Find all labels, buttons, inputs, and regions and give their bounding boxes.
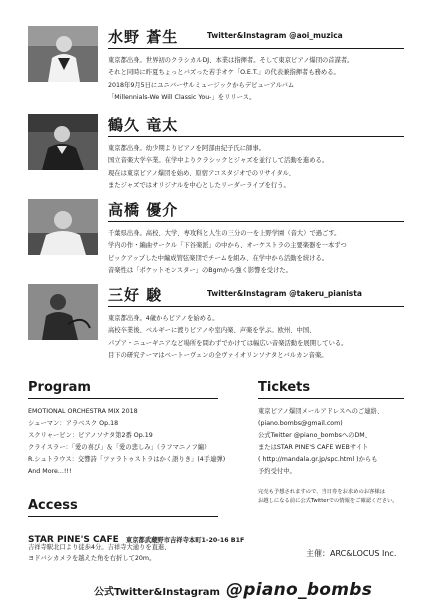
profile-bio [108, 55, 404, 105]
venue-name: STAR PINE'S CAFE [28, 535, 119, 545]
profile-bio [108, 143, 404, 193]
bio-line: 学内の作・編曲サークル「下谷楽派」の中から、オーケストラの主要楽器を一本ずつ [108, 242, 347, 250]
tickets-note-line: お越しになる前に公式Twitterでの情報をご確認ください。 [258, 497, 398, 504]
profile-bio [108, 228, 404, 278]
profile-photo [28, 284, 98, 340]
profile-handle: Twitter&Instagram @aoi_muzica [207, 31, 343, 40]
bio-line: 現在は東京ピアノ爆団を始め、原宿アコスタジオでのリサイタル、 [108, 169, 295, 177]
profile-name: 高橋 優介 [108, 201, 179, 219]
tickets-line: 公式Twitter @piano_bombsへのDM、 [258, 432, 372, 439]
profile-photo [28, 26, 98, 82]
bio-line: 東京都出身。幼少期よりピアノを阿部由紀子氏に師事。 [108, 145, 265, 152]
program-item: スクリャービン：ピアノソナタ第2番 Op.19 [28, 432, 153, 439]
profile-name: 三好 駿 [108, 286, 163, 304]
access-directions [28, 542, 171, 564]
profile-name: 鶴久 竜太 [108, 116, 179, 134]
bio-line: ピックアップした中編成管弦楽団でチームを組み、在学中から活動を続ける。 [108, 254, 329, 262]
program-title: Program [28, 380, 218, 399]
tickets-note-line: 完売も予想されますので、当日券をお求めのお客様は [258, 489, 386, 495]
tickets-info [258, 406, 383, 478]
tickets-line: (piano.bombs@gmail.com) [258, 420, 343, 427]
tickets-line: 予約受付中。 [258, 468, 296, 475]
tickets-line: 東京ピアノ爆団メールアドレスへのご連絡、 [258, 408, 384, 415]
profile-header [108, 284, 404, 307]
bio-line: 東京都出身。世界初のクラシカルDJ、本業は指揮者。そして東京ピアノ爆団の首謀者。 [108, 57, 354, 64]
tickets-title: Tickets [258, 380, 404, 399]
directions-line: ヨドバシカメラを越えた角を右折して20m。 [28, 555, 156, 562]
profile-photo [28, 114, 98, 170]
tickets-line: ( http://mandala.gr.jp/spc.html )からも [258, 456, 378, 463]
bio-line: 千葉県出身。高校、大学、専攻科と人生の三分の一を上野学園（音大）で過ごす。 [108, 230, 341, 237]
bio-line: 目下の研究テーマはベートーヴェンの全ヴァイオリンソナタとバルカン音楽。 [108, 352, 328, 360]
profile-header [108, 26, 404, 49]
program-list [28, 406, 225, 478]
program-item: EMOTIONAL ORCHESTRA MIX 2018 [28, 408, 138, 415]
bio-line: 2018年9月5日にユニバーサルミュージックからデビューアルバム [108, 81, 295, 89]
profile-header [108, 114, 404, 137]
bio-line: パプア・ニューギニアなど場所を問わずでかけては幅広い音楽活動を展開している。 [108, 339, 348, 347]
footer-handle[interactable]: @piano_bombs [225, 580, 373, 600]
bio-line: 音楽性は「ポケットモンスター」のBgmから強く影響を受けた。 [108, 267, 292, 275]
footer-label: 公式Twitter&Instagram [94, 587, 220, 598]
bio-line: 「Millennials-We Will Classic You-」をリリース。 [108, 94, 256, 102]
tickets-note [258, 488, 398, 505]
bio-line: それと同時に昨夏ちょっとバズった若手オケ「O.E.T.」の代表兼指揮者も務める。 [108, 69, 340, 77]
organizer-credit: 主催：ARC&LOCUS Inc. [306, 549, 397, 558]
access-title: Access [28, 498, 218, 517]
venue-address: 東京都武蔵野市吉祥寺本町1-20-16 B1F [125, 537, 245, 544]
bio-line: またジャズではオリジナルを中心としたリーダーライブを行う。 [108, 182, 290, 190]
program-item: And More...!!! [28, 468, 72, 475]
profile-name: 水野 蒼生 [108, 28, 179, 46]
profile-handle: Twitter&Instagram @takeru_pianista [207, 289, 362, 298]
program-item: クライスラー：「愛の喜び」＆「愛の悲しみ」（ラフマニノフ編） [28, 444, 211, 451]
program-item: シューマン：アラベスク Op.18 [28, 420, 119, 427]
profile-bio [108, 313, 404, 363]
profile-header [108, 199, 404, 222]
footer-social [94, 580, 372, 600]
directions-line: 吉祥寺駅北口より徒歩4分。吉祥寺大通りを直進、 [28, 544, 171, 551]
bio-line: 国立音楽大学卒業。在学中よりクラシックとジャズを並行して活動を進める。 [108, 157, 329, 165]
profile-photo [28, 199, 98, 255]
bio-line: 東京都出身。4歳からピアノを始める。 [108, 315, 219, 322]
tickets-line: またはSTAR PINE'S CAFE WEBサイト [258, 444, 369, 451]
program-item: R.シュトラウス：交響詩「ツァラトゥストラはかく語りき」(4手連弾) [28, 456, 226, 463]
bio-line: 高校卒業後、ベルギーに渡りピアノや室内楽、声楽を学ぶ。欧州、中国、 [108, 327, 316, 335]
